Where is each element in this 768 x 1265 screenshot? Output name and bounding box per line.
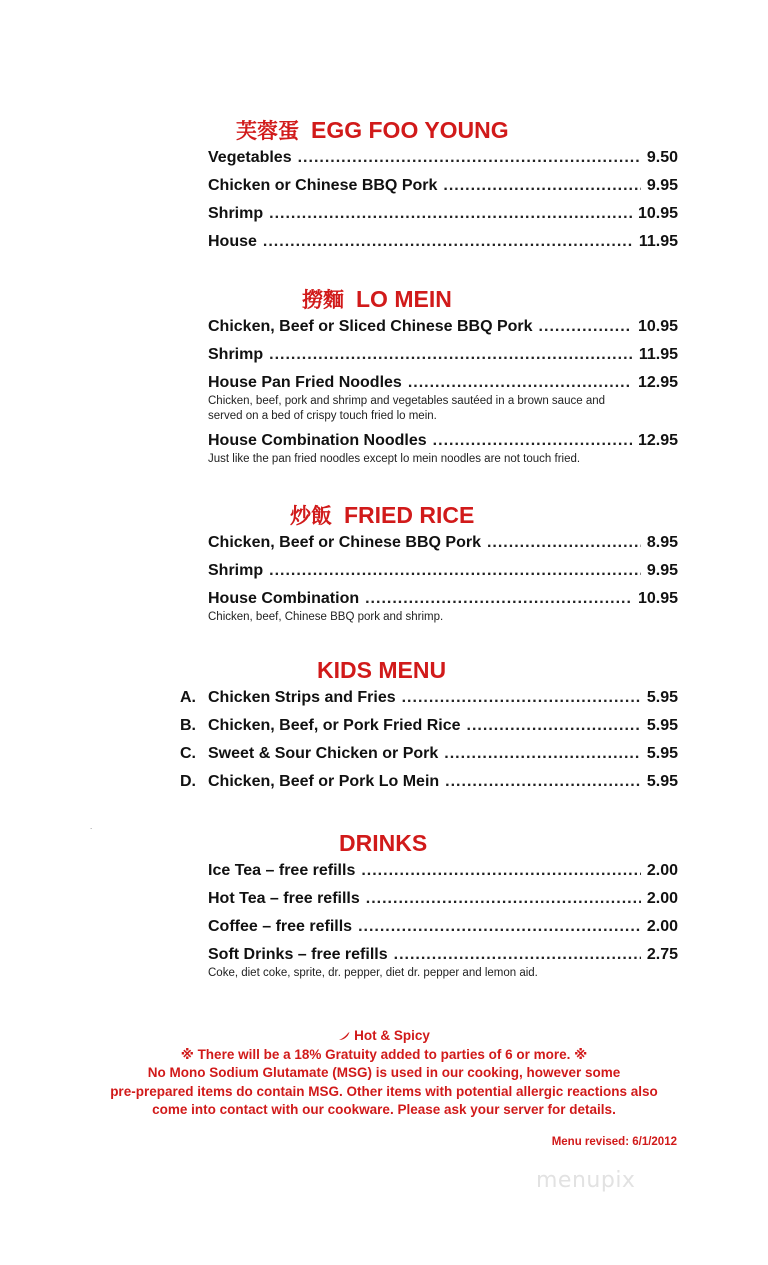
item-price: 2.00	[646, 890, 678, 907]
item-name: House Combination	[208, 590, 360, 607]
item-price: 2.75	[646, 946, 678, 963]
item-price: 2.00	[646, 918, 678, 935]
item-name: Coffee – free refills	[208, 918, 353, 935]
menu-item	[208, 431, 678, 467]
stray-mark: .	[90, 822, 93, 831]
item-letter: D.	[180, 773, 196, 790]
leader-dots	[269, 561, 641, 581]
menu-item	[208, 204, 678, 224]
item-name: Chicken, Beef or Chinese BBQ Pork	[208, 534, 481, 551]
item-price: 8.95	[646, 534, 678, 551]
leader-dots	[366, 889, 641, 909]
leader-dots	[444, 744, 641, 764]
chinese-heading: 炒飯	[290, 503, 332, 528]
item-name: Shrimp	[208, 205, 264, 222]
item-price: 12.95	[637, 374, 678, 391]
item-price: 11.95	[638, 346, 678, 363]
item-price: 5.95	[646, 717, 678, 734]
item-price: 9.50	[646, 149, 678, 166]
msg-note-line1: No Mono Sodium Glutamate (MSG) is used in our cooking, however some	[147, 1065, 621, 1080]
item-price: 11.95	[638, 233, 678, 250]
item-name: Chicken, Beef or Pork Lo Mein	[208, 773, 440, 790]
footer-notes	[0, 1027, 768, 1120]
pepper-icon	[338, 1031, 350, 1041]
menu-revised-date: Menu revised: 6/1/2012	[551, 1136, 677, 1148]
leader-dots	[394, 945, 641, 965]
item-price: 2.00	[646, 862, 678, 879]
menu-item	[180, 744, 678, 764]
item-price: 10.95	[637, 318, 678, 335]
item-name: House Pan Fried Noodles	[208, 374, 402, 391]
menu-item	[208, 176, 678, 196]
section-heading: FRIED RICE	[344, 502, 475, 528]
leader-dots	[539, 317, 632, 337]
chinese-heading: 撈麵	[302, 287, 344, 312]
item-price: 5.95	[646, 745, 678, 762]
menu-item	[180, 688, 678, 708]
section-title-lo-mein	[302, 284, 452, 314]
leader-dots	[365, 589, 632, 609]
item-description: Chicken, beef, Chinese BBQ pork and shrimp.	[208, 611, 444, 623]
item-price: 9.95	[646, 177, 678, 194]
leader-dots	[487, 533, 641, 553]
item-price: 10.95	[637, 590, 678, 607]
item-name: Chicken, Beef or Sliced Chinese BBQ Pork	[208, 318, 533, 335]
menu-item	[208, 561, 678, 581]
leader-dots	[358, 917, 641, 937]
leader-dots	[269, 204, 632, 224]
menu-item	[208, 232, 678, 252]
item-letter: A.	[180, 689, 196, 706]
item-name: Shrimp	[208, 346, 264, 363]
leader-dots	[402, 688, 641, 708]
msg-note-line3: come into contact with our cookware. Please ask your server for details.	[152, 1102, 616, 1117]
leader-dots	[445, 772, 641, 792]
item-price: 12.95	[637, 432, 678, 449]
section-title-fried-rice	[290, 500, 474, 530]
menu-item	[208, 889, 678, 909]
item-letter: C.	[180, 745, 196, 762]
leader-dots	[298, 148, 641, 168]
item-price: 5.95	[646, 689, 678, 706]
item-name: Sweet & Sour Chicken or Pork	[208, 745, 439, 762]
menu-item	[208, 917, 678, 937]
section-title-egg-foo-young	[236, 115, 509, 145]
item-name: Chicken, Beef, or Pork Fried Rice	[208, 717, 461, 734]
item-name: Chicken Strips and Fries	[208, 689, 396, 706]
item-name: Soft Drinks – free refills	[208, 946, 388, 963]
item-name: Vegetables	[208, 149, 292, 166]
leader-dots	[467, 716, 641, 736]
item-price: 10.95	[637, 205, 678, 222]
menu-item	[180, 772, 678, 792]
menu-item	[208, 373, 678, 424]
menu-item	[208, 945, 678, 981]
section-heading: EGG FOO YOUNG	[311, 117, 509, 143]
leader-dots	[433, 431, 632, 451]
item-name: Ice Tea – free refills	[208, 862, 356, 879]
menu-item	[208, 861, 678, 881]
menu-item	[208, 345, 678, 365]
menu-item	[208, 317, 678, 337]
section-title-drinks	[339, 830, 427, 857]
hot-spicy-text: Hot & Spicy	[354, 1028, 430, 1043]
item-name: House	[208, 233, 257, 250]
watermark-logo: menupix	[536, 1168, 636, 1193]
item-name: House Combination Noodles	[208, 432, 427, 449]
leader-dots	[443, 176, 640, 196]
gratuity-note: ※ There will be a 18% Gratuity added to parties of 6 or more. ※	[180, 1046, 588, 1062]
leader-dots	[408, 373, 632, 393]
menu-item	[208, 533, 678, 553]
section-heading: LO MEIN	[356, 286, 452, 312]
leader-dots	[269, 345, 633, 365]
hot-spicy-legend	[0, 1027, 768, 1046]
leader-dots	[263, 232, 633, 252]
section-title-kids-menu	[317, 657, 446, 684]
item-letter: B.	[180, 717, 196, 734]
item-price: 9.95	[646, 562, 678, 579]
menu-item	[180, 716, 678, 736]
item-description: Coke, diet coke, sprite, dr. pepper, diet dr. pepper and lemon aid.	[208, 967, 538, 979]
item-name: Chicken or Chinese BBQ Pork	[208, 177, 438, 194]
section-heading: DRINKS	[339, 830, 428, 856]
menu-item	[208, 148, 678, 168]
leader-dots	[361, 861, 641, 881]
item-name: Shrimp	[208, 562, 264, 579]
item-description: Chicken, beef, pork and shrimp and vegetables sautéed in a brown sauce and served on a bed of crispy touch fried lo mein.	[208, 395, 606, 422]
item-name: Hot Tea – free refills	[208, 890, 360, 907]
section-heading: KIDS MENU	[317, 657, 447, 683]
item-description: Just like the pan fried noodles except lo mein noodles are not touch fried.	[208, 453, 581, 465]
menu-item	[208, 589, 678, 625]
msg-note-line2: pre-prepared items do contain MSG. Other items with potential allergic reactions also	[110, 1083, 658, 1099]
chinese-heading: 芙蓉蛋	[236, 118, 299, 143]
item-price: 5.95	[646, 773, 678, 790]
